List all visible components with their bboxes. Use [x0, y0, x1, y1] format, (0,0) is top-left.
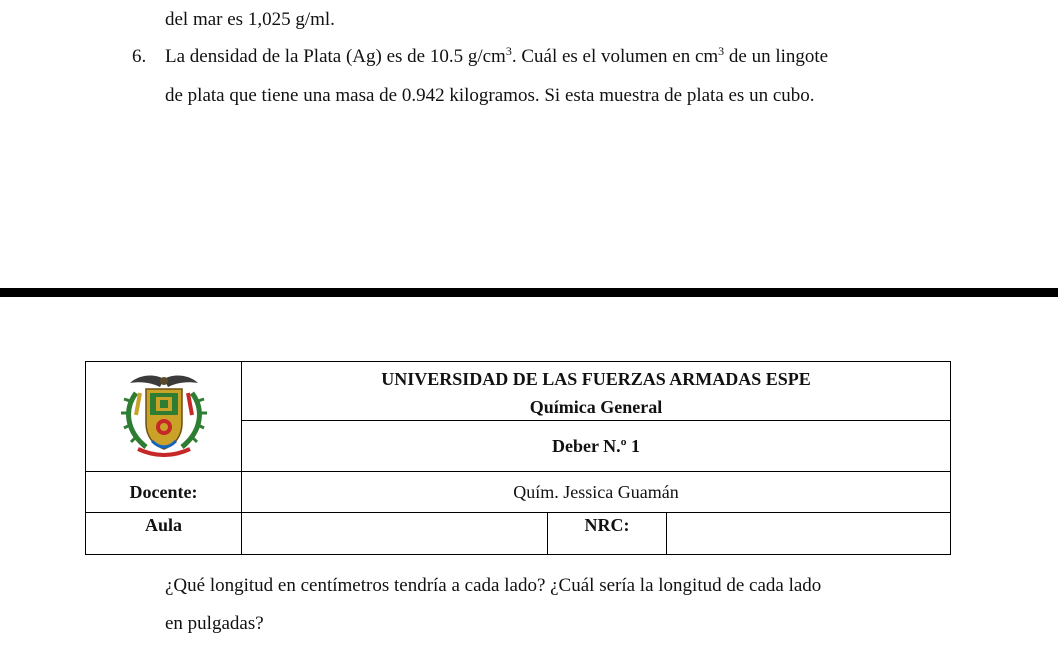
question6-line1-b: . Cuál es el volumen en cm — [511, 46, 719, 67]
room-label: Aula — [86, 513, 242, 555]
question6-line3: ¿Qué longitud en centímetros tendría a cada lado? ¿Cuál sería la longitud de cada lado — [165, 575, 822, 596]
room-value — [242, 513, 548, 555]
document-header-table — [85, 361, 951, 555]
teacher-name: Quím. Jessica Guamán — [242, 472, 951, 513]
question6-line4: en pulgadas? — [165, 613, 264, 634]
superscript-3: 3 — [718, 44, 725, 58]
university-crest-icon — [116, 371, 212, 457]
subject-name: Química General — [529, 397, 663, 417]
question6-line2: de plata que tiene una masa de 0.942 kilogramos. Si esta muestra de plata es un cubo. — [165, 85, 815, 106]
question6-line1-c: de un lingote — [724, 46, 829, 67]
question6-line1 — [165, 45, 828, 69]
question5-end-text: del mar es 1,025 g/ml. — [165, 9, 335, 30]
question6-number: 6. — [132, 46, 147, 67]
assignment-title: Deber N.º 1 — [242, 421, 951, 472]
nrc-label: NRC: — [548, 513, 667, 555]
question6-line1-a: La densidad de la Plata (Ag) es de 10.5 g/cm — [165, 46, 506, 67]
university-name: UNIVERSIDAD DE LAS FUERZAS ARMADAS ESPE — [381, 369, 811, 389]
nrc-value — [667, 513, 951, 555]
crest-cell — [86, 362, 242, 472]
teacher-label: Docente: — [86, 472, 242, 513]
page-divider — [0, 288, 1058, 297]
superscript-3: 3 — [505, 44, 512, 58]
